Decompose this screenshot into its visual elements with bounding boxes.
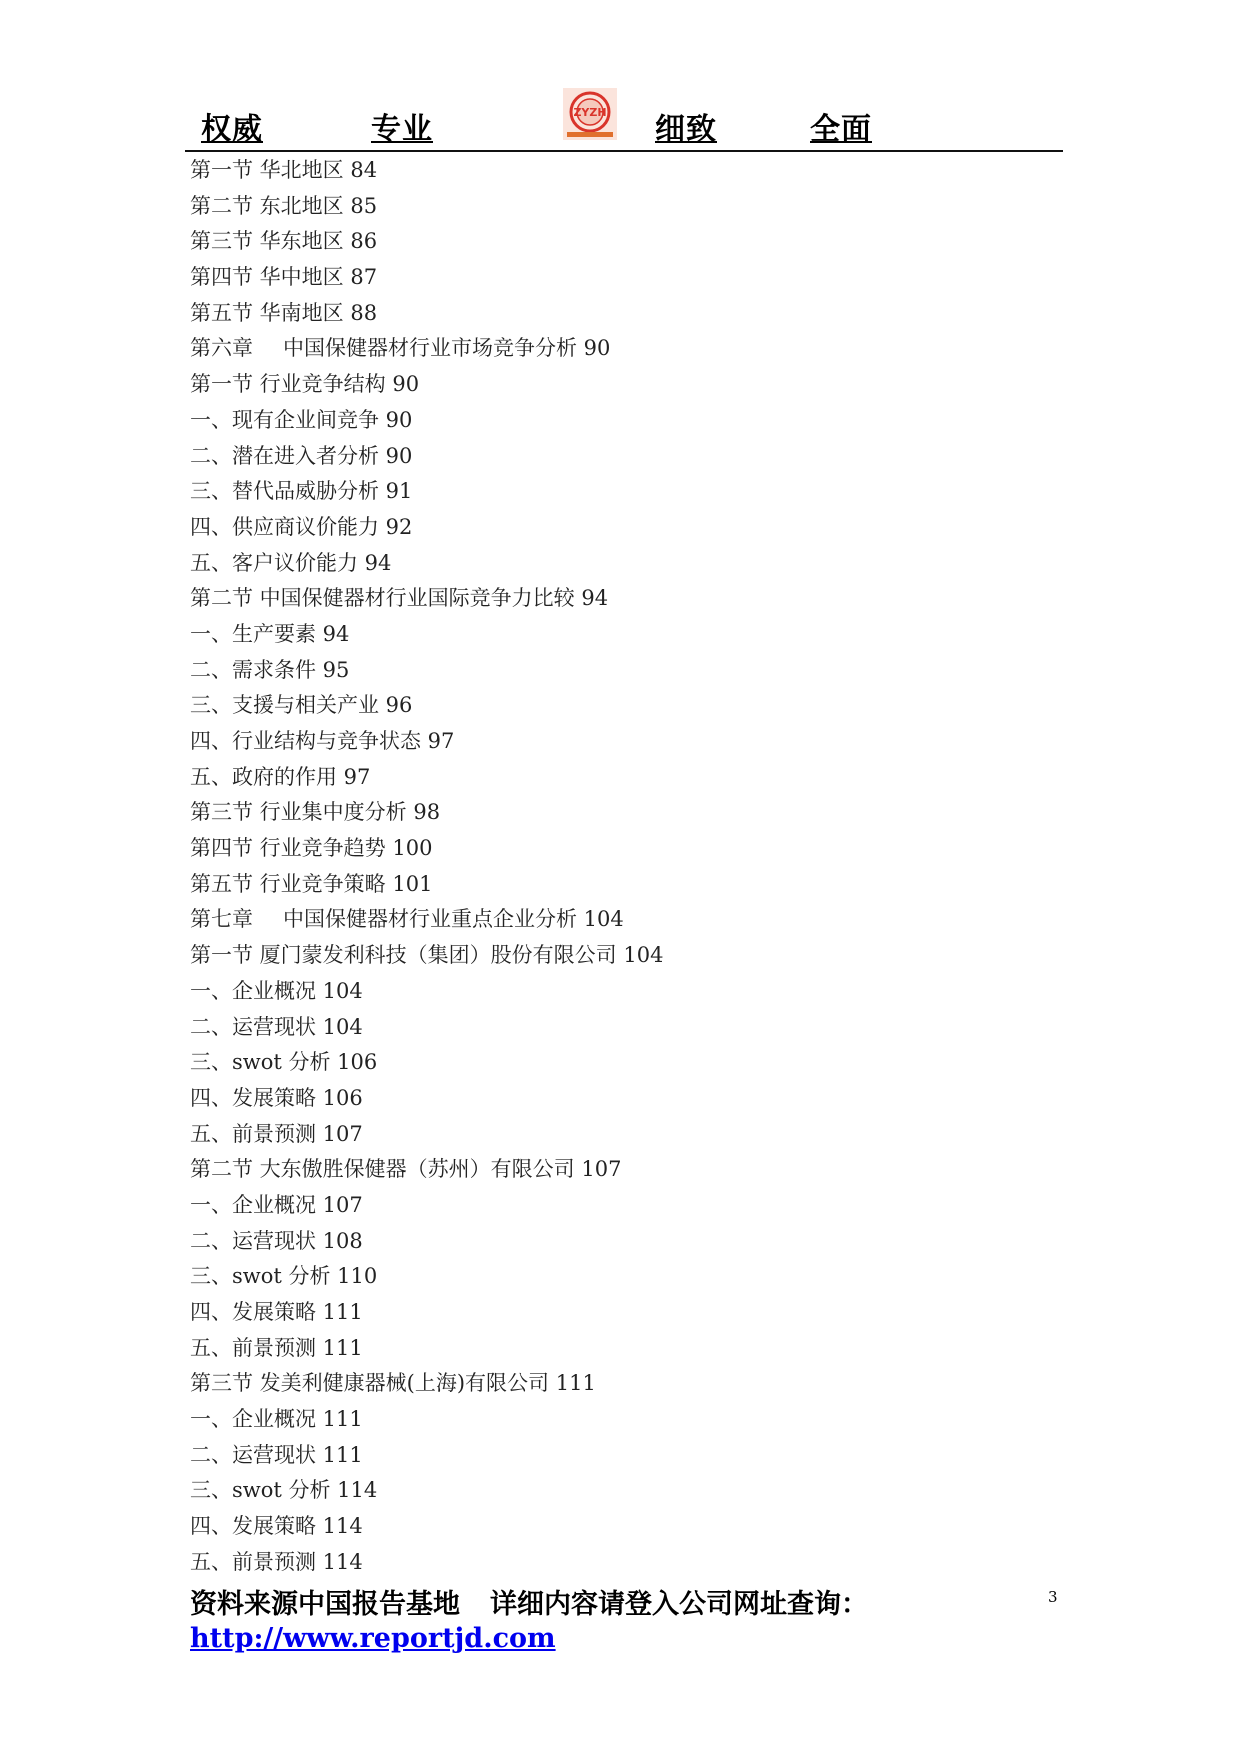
company-logo-icon [563,88,617,140]
toc-entry: 二、运营现状 111 [190,1442,363,1467]
toc-entry: 第四节 华中地区 87 [190,265,378,290]
toc-entry: 三、swot 分析 110 [190,1264,378,1289]
toc-entry: 五、前景预测 114 [190,1549,363,1574]
toc-entry: 第七章 中国保健器材行业重点企业分析 104 [190,907,624,932]
toc-entry: 第五节 行业竞争策略 101 [190,871,433,896]
toc-entry: 一、现有企业间竞争 90 [190,407,413,432]
toc-entry: 第五节 华南地区 88 [190,300,378,325]
toc-entry: 第一节 厦门蒙发利科技（集团）股份有限公司 104 [190,943,664,968]
toc-entry: 四、发展策略 106 [190,1085,363,1110]
toc-entry: 二、潜在进入者分析 90 [190,443,413,468]
toc-entry: 第三节 华东地区 86 [190,229,378,254]
page-header [185,88,1063,152]
toc-entry: 第二节 中国保健器材行业国际竞争力比较 94 [190,586,609,611]
toc-entry: 四、供应商议价能力 92 [190,514,413,539]
toc-entry: 二、运营现状 108 [190,1228,363,1253]
header-word-comprehensive: 全面 [810,112,872,147]
footer-source-label: 资料来源中国报告基地 [190,1589,460,1620]
header-word-authority: 权威 [201,112,263,147]
toc-entry: 第二节 东北地区 85 [190,193,378,218]
toc-entry: 三、支援与相关产业 96 [190,693,413,718]
header-word-meticulous: 细致 [655,112,717,147]
page-number: 3 [1048,1588,1058,1606]
header-word-professional: 专业 [371,112,433,147]
toc-entry: 第四节 行业竞争趋势 100 [190,836,433,861]
toc-entry: 一、企业概况 107 [190,1192,363,1217]
logo-text: ZYZH [573,106,607,119]
toc-entry: 二、需求条件 95 [190,657,350,682]
toc-entry: 一、生产要素 94 [190,621,350,646]
toc-entry: 第三节 发美利健康器械(上海)有限公司 111 [190,1371,596,1396]
toc-entry: 四、发展策略 111 [190,1300,363,1324]
table-of-contents [190,153,1090,1581]
toc-entry: 一、企业概况 111 [190,1407,363,1432]
toc-entry: 二、运营现状 104 [190,1014,363,1039]
toc-entry: 五、前景预测 111 [190,1335,363,1360]
toc-entry: 五、客户议价能力 94 [190,550,392,575]
toc-entry: 三、swot 分析 106 [190,1050,378,1075]
toc-entry: 五、政府的作用 97 [190,764,371,789]
toc-entry: 四、行业结构与竞争状态 97 [190,729,455,753]
footer-source [190,1582,868,1621]
toc-entry: 第六章 中国保健器材行业市场竞争分析 90 [190,336,611,361]
toc-entry: 四、发展策略 114 [190,1514,363,1539]
toc-entry: 第二节 大东傲胜保健器（苏州）有限公司 107 [190,1157,622,1182]
footer-website-link[interactable]: http://www.reportjd.com [190,1623,556,1654]
toc-entry: 三、替代品威胁分析 91 [190,479,413,504]
toc-entry: 第三节 行业集中度分析 98 [190,800,441,825]
toc-entry: 五、前景预测 107 [190,1121,363,1146]
toc-entry: 第一节 华北地区 84 [190,158,378,182]
toc-entry: 第一节 行业竞争结构 90 [190,372,420,397]
footer-detail-label: 详细内容请登入公司网址查询： [490,1589,868,1620]
toc-entry: 三、swot 分析 114 [190,1478,378,1503]
toc-entry: 一、企业概况 104 [190,978,363,1003]
